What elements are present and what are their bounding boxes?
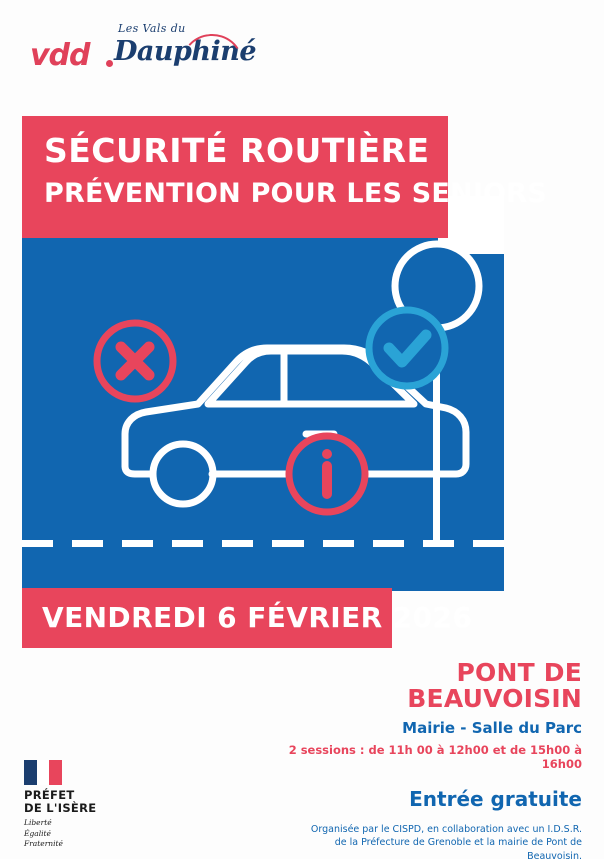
road-dash <box>222 540 253 547</box>
date-banner <box>22 588 473 648</box>
road-safety-illustration <box>22 196 504 591</box>
organizer-line-1: Organisée par le CISPD, en collaboration avec un I.D.S.R. <box>310 823 582 835</box>
road-dash <box>22 540 53 547</box>
logo-small-text: Les Vals du <box>118 22 186 35</box>
road-dash <box>172 540 203 547</box>
prefecture-title-line-1: PRÉFET <box>24 788 75 802</box>
road-dash <box>323 540 354 547</box>
prefecture-logo <box>24 760 144 849</box>
event-date: VENDREDI 6 FÉVRIER 2026 <box>42 601 473 634</box>
logo-mark-text: vdd <box>30 38 90 73</box>
event-city: PONT DE BEAUVOISIN <box>407 658 582 714</box>
check-icon <box>369 310 445 386</box>
prefecture-motto <box>24 818 144 848</box>
event-venue: Mairie - Salle du Parc <box>402 718 582 737</box>
event-free-entry: Entrée gratuite <box>409 786 582 811</box>
prefecture-title <box>24 789 144 815</box>
event-details <box>282 660 582 864</box>
vals-du-dauphine-logo <box>30 18 260 80</box>
road-dash <box>72 540 103 547</box>
event-organizer <box>282 823 582 864</box>
prefecture-title-line-2: DE L'ISÈRE <box>24 801 97 816</box>
road-dash <box>122 540 153 547</box>
road-dash <box>373 540 404 547</box>
road-dash <box>423 540 454 547</box>
motto-line-3: Fraternité <box>24 838 63 848</box>
organizer-line-2: de la Préfecture de Grenoble et la mairie de Pont de Beauvoisin. <box>334 837 582 863</box>
road-dash <box>473 540 504 547</box>
french-flag-icon <box>24 760 62 785</box>
event-sessions: 2 sessions : de 11h 00 à 12h00 et de 15h00 à 16h00 <box>288 742 582 771</box>
headline-banner <box>22 116 547 238</box>
motto-line-1: Liberté <box>24 818 52 828</box>
headline-secondary: PRÉVENTION POUR LES SENIORS <box>44 178 547 209</box>
road-dashed-line <box>22 540 504 548</box>
headline-primary: SÉCURITÉ ROUTIÈRE <box>44 131 430 170</box>
logo-dot-icon <box>106 60 113 67</box>
info-icon <box>289 436 365 512</box>
road-dash <box>272 540 303 547</box>
cross-icon <box>97 323 173 399</box>
motto-line-2: Égalité <box>24 828 51 838</box>
logo-main-text: Dauphiné <box>114 36 257 67</box>
